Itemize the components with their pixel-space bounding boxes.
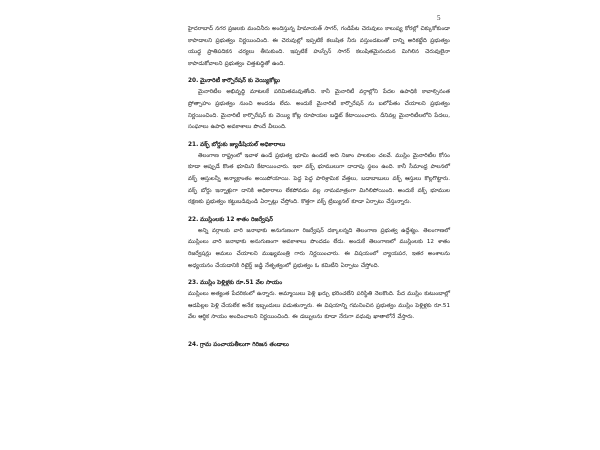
page-content xyxy=(188,24,450,351)
intro-paragraph: హైదరాబాద్ నగర ప్రజలకు మంచినీరు అందిస్తున్న హిమాయత్ సాగర్, గండిపేట చెరువులు కాలుష్య కోరల్లో చిక్కుకోకుండా కాపాడాలని ప్రభుత్వం నిర్ణయించింది. ఈ చెరువుల్లో ఇప్పటికే కలుషిత నీరు వస్తుండటంతో దాన్ని అరికట్టేది ప్రభుత్వం యుద్ధ ప్రాతిపదికన చర్యలు తీసుకుంది. ఇప్పటికే హుస్సేన్ సాగర్ కలుషితమైనందున మిగిలిన చెరువులైనా కాపాడుకోవాలని ప్రభుత్వం చిత్తశుద్ధితో ఉంది. xyxy=(188,26,450,67)
section-heading-24 xyxy=(188,340,450,351)
section-heading-20 xyxy=(188,76,450,87)
section-number: 20. xyxy=(188,78,199,85)
section-title: ముస్లింలకు 12 శాతం రిజర్వేషన్ xyxy=(200,216,273,223)
section-body-21: తెలంగాణ రాష్ట్రంలో ఇవాళ ఉండే ప్రభుత్వ భూమి ఉండటే అది నిజాం పాలకుల చలవే. ముస్లిం మైనారిటీల కోసం కూడా అప్పుడే కొంత భూమిని కేటాయించారు. ఇలా వక్ఫ్ భూములుగా దాదాపు స్థలం ఉంది. కానీ సీమాంధ్ర పాలనలో వక్ఫ్ ఆస్తులన్నీ అన్యాక్రాంతం అయిపోయాయి. పెద్ద పెద్ద పారిశ్రామిక వేత్తలు, బడాబాబులు వక్ఫ్ ఆస్తులు కొల్లగొట్టారు. వక్ఫ్ బోర్డు ఇన్నాళ్లుగా దానికి అధికారాలు లేకపోవడం వల్ల నామమాత్రంగా మిగిలిపోయింది. అందుకే వక్ఫ్ భూముల రక్షణకు ప్రభుత్వం కట్టుబడివుండి ఏర్పాట్లు చేస్తోంది. కొత్తగా వక్ఫ్ ట్రిబ్యునల్ కూడా ఏర్పాటు చేస్తున్నారు. xyxy=(188,152,450,206)
section-heading-22 xyxy=(188,215,450,226)
section-number: 21. xyxy=(188,141,199,148)
section-heading-23 xyxy=(188,278,450,289)
section-number: 23. xyxy=(188,280,199,287)
section-title: వక్ఫ్ బోర్డుకు జ్యుడీషియల్ అధికారాలు xyxy=(200,141,286,148)
section-title: ముస్లిం పెళ్లిళ్లకు రూ.51 వేల సాయం xyxy=(200,280,283,287)
section-spacer xyxy=(188,324,450,334)
section-body-22: అన్ని వర్గాలకు వారి జనాభాకు అనుగుణంగా రిజర్వేషన్ దక్కాలన్నది తెలంగాణ ప్రభుత్వ ఉద్దేశ్యం. తెలంగాణలో ముస్లింలు వారి జనాభాకు అనుగుణంగా అవకాశాలు పొందడం లేదు. అందుకే తెలంగాణలో ముస్లింలకు 12 శాతం రిజర్వేషన్లు అమలు చేయాలని ముఖ్యమంత్రి గారు నిర్ణయించారు. ఈ విషయంలో న్యాయపర, ఇతర అంశాలను అధ్యయనం చేయడానికి రిటైర్డ్ జడ్జి నేతృత్వంలో ప్రభుత్వం ఓ కమిటీని ఏర్పాటు చేస్తోంది. xyxy=(188,227,450,269)
section-body-20: మైనారిటీల అభివృద్ధి మాటలకే పరిమితమవుతోంది. కానీ మైనారిటీ వర్గాల్లోని పేదల ఉపాధికి కావాల్సినంత ప్రోత్సాహం ప్రభుత్వం నుంచి అందడం లేదు. అందుకే మైనారిటీ కార్పొరేషన్ ను బలోపేతం చేయాలని ప్రభుత్వం నిర్ణయించింది. మైనారిటీ కార్పొరేషన్ కు వెయ్యి కోట్ల రూపాయల బడ్జెట్ కేటాయించారు. దీనివల్ల మైనారిటీలలోని పేదలు, సంఘాలు ఉపాధి అవకాశాలు పొందే వీలుంది. xyxy=(188,89,450,131)
section-title: గ్రామ పంచాయతీలుగా గిరిజన తండాలు xyxy=(200,341,289,348)
page-number: 5 xyxy=(437,14,441,22)
section-number: 24. xyxy=(188,341,199,348)
section-number: 22. xyxy=(188,216,199,223)
section-title: మైనారిటీ కార్పొరేషన్ కు వెయ్యికోట్లు xyxy=(200,78,280,85)
section-body-23: ముస్లింలు అత్యంత పేదరికంలో ఉన్నారు. అమ్మాయిలు పెళ్లి ఖర్చు భరించలేని పరిస్థితి నెలకొంది. పేద ముస్లిం కుటుంబాల్లో ఆడపిల్లల పెళ్లి చేయలేక అనేక ఇబ్బందులు పడుతున్నారు. ఈ విషయాన్ని గమనించిన ప్రభుత్వం ముస్లిం పెళ్లిళ్లకు రూ.51 వేల ఆర్థిక సాయం అందించాలని నిర్ణయించింది. ఈ డబ్బులను కూడా నేరుగా వధువు ఖాతాలోనే వేస్తారు. xyxy=(188,291,450,321)
section-heading-21 xyxy=(188,140,450,151)
